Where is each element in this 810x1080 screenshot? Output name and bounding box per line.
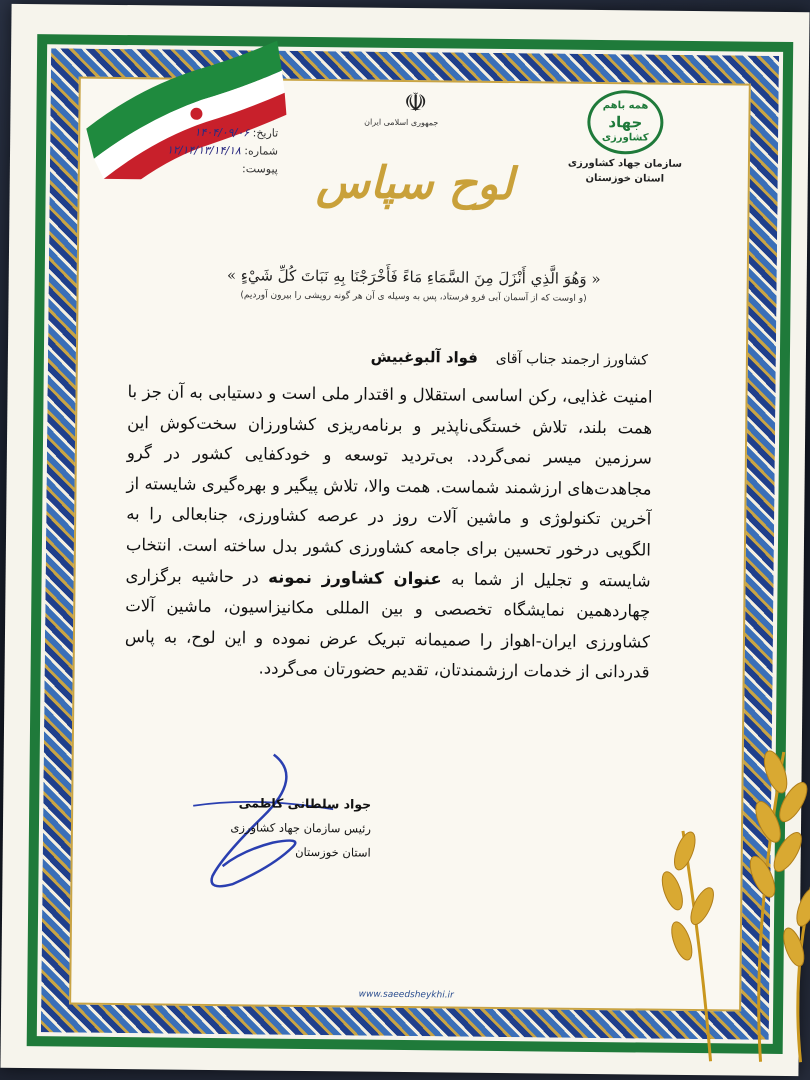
signatory-province: استان خوزستان (295, 844, 371, 860)
number-label: شماره: (244, 144, 279, 158)
logo-top-text: همه باهم (602, 100, 649, 112)
body-part2: در حاشیه برگزاری چهاردهمین نمایشگاه تخصصی و بین المللی مکانیزاسیون، ماشین آلات کشاورزی ایران-اهواز را صمیمانه تبریک عرض نموده و این لوح، به پاس قدردانی از خدمات ارزشمندتان، تقدیم حضورتان می‌گردد. (124, 565, 651, 682)
date-value: ۱۴۰۴/۰۹/۰۶ (194, 125, 250, 140)
quran-verse: « وَهُوَ الَّذِي أَنْزَلَ مِنَ السَّمَاءِ مَاءً فَأَخْرَجْنَا بِهِ نَبَاتَ كُلِّ شَيْءٍ » (226, 266, 601, 289)
recipient-name: فواد آلبوغبیش (370, 347, 479, 367)
org-name-line1: سازمان جهاد کشاورزی (567, 157, 683, 170)
certificate-paper (0, 4, 809, 1076)
org-logo (550, 90, 701, 186)
certificate-body-text (124, 377, 652, 688)
date-label: تاریخ: (252, 126, 279, 140)
emblem-caption: جمهوری اسلامی ایران (364, 117, 439, 128)
signature-block (181, 791, 372, 865)
jahad-logo-icon (587, 90, 664, 155)
salutation: کشاورز ارجمند جناب آقای (495, 350, 648, 369)
verse-translation: (و اوست که از آسمان آبی فرو فرستاد، پس به وسیله ی آن هر گونه رویشی را بیرون آوردیم) (240, 290, 587, 304)
award-title: عنوان کشاورز نمونه (268, 567, 442, 588)
date-row (118, 123, 278, 143)
certificate-title: لوح سپاس (315, 157, 514, 211)
attachment-row (118, 159, 278, 179)
logo-title: جهاد (608, 113, 643, 132)
attachment-label: پیوست: (242, 162, 278, 176)
number-row (118, 141, 278, 161)
body-part1: امنیت غذایی، رکن اساسی استقلال و اقتدار ملی است و دستیابی به آن جز با همت بلند، تلاش خستگی‌ناپذیر و برنامه‌ریزی کشاورزان سخت‌کوش این سرزمین میسر نمی‌گردد. بی‌تردید توسعه و خودکفایی کشور در گرو مجاهدت‌های ارزشمند شماست. همت والا، تلاش پیگیر و بهره‌گیری شایسته از آخرین تکنولوژی و ماشین آلات روز در عرصه کشاورزی، جنابعالی را به الگویی درخور تحسین برای جامعه کشاورزی کشور بدل ساخته است. انتخاب شایسته و تجلیل از شما به (125, 382, 653, 591)
signatory-name: جواد سلطانی کاظمی (238, 795, 372, 812)
logo-sub: کشاورزی (601, 132, 649, 144)
number-value: ۱۲/۱۴/۱۳/۱۴/۱۸ (166, 143, 241, 158)
letter-meta (118, 123, 279, 179)
iran-emblem-icon: ☫ (403, 87, 428, 119)
signatory-position: رئیس سازمان جهاد کشاورزی (230, 820, 372, 836)
recipient-address (308, 347, 648, 369)
org-name-line2: استان خوزستان (585, 172, 665, 185)
iran-emblem (364, 87, 439, 128)
website-footer: www.saeedsheykhi.ir (358, 989, 454, 1001)
wheat-icon (560, 730, 810, 1073)
